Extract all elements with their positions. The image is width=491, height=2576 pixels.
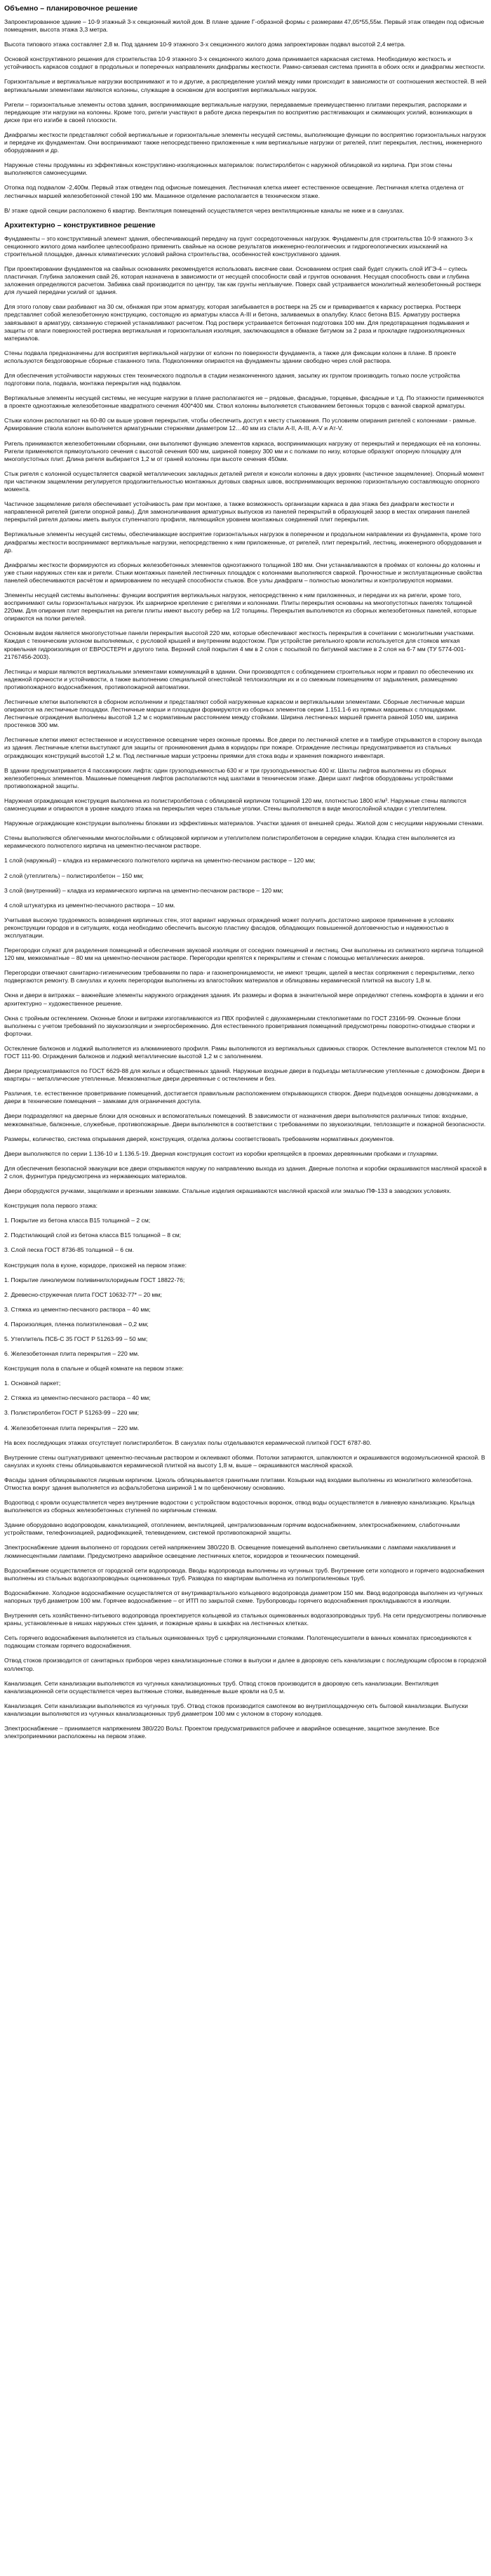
body-paragraph: Лестничные клетки имеют естественное и искусственное освещение через оконные проемы. Все двери по лестничной клетке и в тамбуре открываются в сторону выхода из здания. Лестничные клетки выступают для защиты от проникновения дыма в коридоры при пожаре. Ограждение лестницы предусматривается из стальных ограждающих конструкций высотой 1,2 м. Под лестничные марши устроены приямки для стока воды и хранения пожарного инвентаря. [4, 736, 482, 759]
body-paragraph: Наружные стены продуманы из эффективных конструктивно-изоляционных материалов: полистиролбетон с наружной облицовкой из кирпича. При этом стены выполняются самонесущими. [4, 161, 452, 177]
body-paragraph: Двери выполняются по серии 1.136-10 и 1.136.5-19. Дверная конструкция состоит из коробки крепящейся в проемах деревянными пробками и глухарями. [4, 1149, 438, 1157]
body-paragraph: Ригели – горизонтальные элементы остова здания, воспринимающие вертикальные нагрузки, передаваемые преимущественно плитами перекрытия, распорками и передающие эти нагрузки на колонны. Кроме того, ригели участвуют в работе диска перекрытия по восприятию растягивающих и сжимающих усилий, возникающих в диске при его изгибе в своей плоскости. [4, 100, 473, 124]
body-paragraph: Размеры, количество, система открывания дверей, конструкция, отделка должны соответствовать требованиям нормативных документов. [4, 1135, 395, 1142]
body-paragraph: Внутренние стены оштукатуривают цементно-песчаным раствором и оклеивают обоями. Потолки затираются, шпаклюются и окрашиваются водоэмульсионной краской. В санузлах и кухнях стены облицовываются керамической плиткой на высоту 1,8 м, выше – окрашиваются масляной краской. [4, 1453, 485, 1469]
body-paragraph: Конструкция пола в кухне, коридоре, прихожей на первом этаже: [4, 1261, 187, 1269]
body-paragraph: 1. Основной паркет; [4, 1380, 61, 1387]
body-paragraph: 1 слой (наружный) – кладка из керамического полнотелого кирпича на цементно-песчаном растворе – 120 мм; [4, 857, 316, 865]
body-paragraph: В/ этаже одной секции расположено 6 квартир. Вентиляция помещений осуществляется через вентиляционные каналы не ниже и в санузлах. [4, 206, 405, 214]
body-paragraph: Стены подвала предназначены для восприятия вертикальной нагрузки от колонн по поверхности фундамента, а также для фиксации колонн в плане. В проекте используются бездоговорные сборные стаканного типа. Подколонники опираются на фундаменты здании свободно через слой раствора. [4, 349, 457, 364]
body-paragraph: Основным видом является многопустотные панели перекрытия высотой 220 мм, которые обеспечивают жесткость перекрытия в сочетании с монолитными участками. Каждая с техническим уклоном выполняемых, с русловой крышей и внутренним водостоком. При устройстве ригельного кровли используется для стояков мягкая кровельная гидроизоляция от ЕВРОСТЕРН и другого типа. Верхний слой покрытия 4 мм в 2 слоя с посыпкой по битумной мастике в 2 слоя на 6-7 мм (ТУ 5774-001-21767456-2003). [4, 629, 475, 660]
body-paragraph: 2. Стяжка из цементно-песчаного раствора – 40 мм; [4, 1394, 151, 1402]
body-paragraph: Ригель принимаются железобетонными сборными, они выполняют функцию элементов каркаса, воспринимающих нагрузку от перекрытий и передающих её на колонны. Ригели применяются прямоугольного сечения с высотой сечения 600 мм, шириной поверху 300 мм и с полками по низу, которые образуют опорную площадку для многопустотных плит. Длина ригеля выбирается 1,2 м от граней колонны при высоте сечения 450мм. [4, 439, 481, 462]
body-paragraph: Элементы несущей системы выполнены: функции восприятия вертикальных нагрузок, непосредственно к ним приложенных, и передачи их на ригели, кроме того, воспринимают силы горизонтальных нагрузок. Их шарнирное крепление с ригелями и колоннами. Плиты перекрытия основаны на многопустотных панелях толщиной 220мм. Для опирания плит перекрытия на ригели плиты имеют высоту ребер на 1/2 толщины. Перекрытия выполняются из сборных железобетонных панелей, которые опираются на полки ригелей. [4, 591, 477, 622]
body-paragraph: 2. Древесно-стружечная плита ГОСТ 10632-77* – 20 мм; [4, 1290, 162, 1298]
document-section [4, 4, 487, 215]
body-paragraph: Остекление балконов и лоджий выполняется из алюминиевого профиля. Рамы выполняются из вертикальных сдвижных створок. Остекление выполняется стеклом М1 по ГОСТ 111-90. Ограждения балконов и лоджий металлические высотой 1,2 м с заполнением. [4, 1044, 485, 1060]
body-paragraph: Здание оборудовано водопроводом, канализацией, отоплением, вентиляцией, централизованным горячим водоснабжением, электроснабжением, слаботочными устройствами, телефонизацией, радиофикацией, телевидением, системой противопожарной защиты. [4, 1521, 460, 1537]
body-paragraph: На всех последующих этажах отсутствует полистиролбетон. В санузлах полы отделываются керамической плиткой ГОСТ 6787-80. [4, 1439, 372, 1446]
body-paragraph: Для обеспечения безопасной эвакуации все двери открываются наружу по направлению выхода из здания. Дверные полотна и коробки окрашиваются масляной краской в 2 слоя, фурнитура предусмотрена из нержавеющих материалов. [4, 1164, 487, 1180]
body-paragraph: Высота типового этажа составляет 2,8 м. Под зданием 10-9 этажного 3-х секционного жилого дома запроектирован подвал высотой 2,4 метра. [4, 41, 406, 48]
body-paragraph: Двери предусматриваются по ГОСТ 6629-88 для жилых и общественных зданий. Наружные входные двери в подъезды металлические утепленные с домофоном. Двери в квартиры – металлические утепленные. Межкомнатные двери деревянные с остеклением и без. [4, 1067, 485, 1083]
body-paragraph: Стыки колонн располагают на 60-80 см выше уровня перекрытия, чтобы обеспечить доступ к месту стыкования. По условиям опирания ригелей с колоннами - рамные. Армирование ствола колонн выполняется арматурными стержнями диаметром 12…40 мм из стали А-II, А-III, А-V и Ат-V. [4, 417, 477, 432]
body-paragraph: Запроектированное здание – 10-9 этажный 3-х секционный жилой дом. В плане здание Г-образной формы с размерами 47,05*55,55м. Первый этаж отведен под офисные помещения, высота этажа 3,3 метра. [4, 18, 485, 34]
body-paragraph: Электроснабжение – принимается напряжением 380/220 Вольт. Проектом предусматриваются рабочее и аварийное освещение, защитное зануление. Все электроприемники расположены на первом этаже. [4, 1724, 440, 1740]
body-paragraph: 4 слой штукатурка из цементно-песчаного раствора – 10 мм. [4, 901, 175, 909]
body-paragraph: Для этого голову сваи разбивают на 30 см, обнажая при этом арматуру, которая загибывается в ростверк на 25 см и приваривается к каркасу ростверка. Ростверк представляет собой железобетонную конструкцию, состоящую из арматуры класса А-III и бетона, заливаемых в опалубку. Класс бетона В15. Арматуру ростверка завязывают в арматуру, связанную стержней устанавливают расчетом. Под ростверк устраивается бетонная подготовка 100 мм. Для предотвращения подмывания и защиты от влаги поверхностей ростверка вертикальная и горизонтальная изоляция, заключающаяся в обмазке битумом за 2 раза и прокладке гидроизоляционных материалов. [4, 303, 469, 342]
body-paragraph: 2. Подстилающий слой из бетона класса В15 толщиной – 8 см; [4, 1232, 182, 1239]
body-paragraph: Перегородки отвечают санитарно-гигиеническим требованиям по пара- и газонепроницаемости, не имеют трещин, щелей в местах сопряжения с перекрытиями, легко подвергаются ремонту. В санузлах и кухнях перегородки выполнены из влагостойких материалов и облицованы керамической плиткой на высоту 1,8 м. [4, 969, 475, 985]
body-paragraph: Отвод стоков производится от санитарных приборов через канализационные стояки в выпуски и далее в дворовую сеть канализации с последующим сбросом в городской коллектор. [4, 1657, 487, 1672]
body-paragraph: Окна с тройным остеклением. Оконные блоки и витражи изготавливаются из ПВХ профилей с двухкамерными стеклопакетами по ГОСТ 23166-99. Оконные блоки выполнены с учетом требований по звукоизоляции и энергосбережению. Для естественного проветривания помещений предусмотрены поворотно-откидные створки и форточки. [4, 1014, 475, 1037]
body-paragraph: Основой конструктивного решения для строительства 10-9 этажного 3-х секционного жилого дома принимается каркасная система. Необходимую жесткость и устойчивость каркасов создают в продольных и поперечных направлениях диафрагмы жесткости. Рамно-связевая система принята в обоих осях и диафрагмы жесткости. [4, 55, 485, 71]
section-heading: Объемно – планировочное решение [4, 4, 138, 13]
body-paragraph: Конструкция пола в спальне и общей комнате на первом этаже: [4, 1365, 184, 1373]
section-heading: Архитектурно – конструктивное решение [4, 220, 156, 229]
body-paragraph: Канализация. Сети канализации выполняются из чугунных труб. Отвод стоков производится самотеком во внутриплощадочную сеть бытовой канализации. Выпуски канализации выполняются из чугунных канализационных труб диаметром 100 мм с уклоном в сторону колодцев. [4, 1702, 469, 1717]
body-paragraph: Окна и двери в витражах – важнейшие элементы наружного ограждения здания. Их размеры и форма в значительной мере определяют степень комфорта в здании и его архитектурно – художественное решение. [4, 992, 484, 1007]
body-paragraph: 3. Полистиролбетон ГОСТ Р 51263-99 – 220 мм; [4, 1409, 139, 1417]
body-paragraph: В здании предусматривается 4 пассажирских лифта: один грузоподъемностью 630 кг и три грузоподъемностью 400 кг. Шахты лифтов выполнены из сборных железобетонных элементов. Машинные помещения лифтов располагаются над шахтами в техническом этаже. Двери шахт лифтов оборудованы устройствами противопожарной защиты. [4, 766, 453, 789]
body-paragraph: Лестницы и марши являются вертикальными элементами коммуникаций в здании. Они производятся с соблюдением строительных норм и правил по обеспечению их надежной прочности и устойчивости, а также выполнению специальной огнестойкой теплоизоляции их и со смежным помещениям от задымления, размещению противопожарного водоснабжения, противопожарной автоматики. [4, 667, 473, 690]
body-paragraph: Учитывая высокую трудоемкость возведения кирпичных стен, этот вариант наружных ограждений может получить достаточно широкое применение в условиях реконструкции городов и в ситуациях, когда необходимо обеспечить высокую пластику фасадов, обладающих повышенной долговечностью и надежностью в эксплуатации. [4, 916, 455, 939]
body-paragraph: Наружная ограждающая конструкция выполнена из полистиролбетона с облицовкой кирпичом толщиной 120 мм, плотностью 1800 кг/м³. Наружные стены являются самонесущими и опираются в уровне каждого этажа на перекрытия через стальные уголки. Стены выполняются в виде многослойной кладки с утеплителем. [4, 796, 466, 813]
body-paragraph: Стены выполняются облегченными многослойными с облицовкой кирпичом и утеплителем полистиролбетоном в середине кладки. Кладка стен выполняется из керамического полнотелого кирпича на цементно-песчаном растворе. [4, 834, 455, 850]
body-paragraph: Диафрагмы жесткости представляют собой вертикальные и горизонтальные элементы несущей системы, выполняющие функции по восприятию горизонтальных нагрузок и передаче их фундаментам. Они воспринимают также непосредственно приложенные к ним вертикальные нагрузки от ригелей, плит перекрытия, лестниц, инженерного оборудования и др. [4, 131, 486, 154]
body-paragraph: 2 слой (утеплитель) – полистиролбетон – 150 мм; [4, 872, 144, 879]
document-section [4, 221, 487, 1740]
body-paragraph: Электроснабжение здания выполнено от городских сетей напряжением 380/220 В. Освещение помещений выполнено светильниками с лампами накаливания и люминесцентными лампами. Предусмотрено аварийное освещение лестничных клеток, коридоров и технических помещений. [4, 1544, 456, 1559]
body-paragraph: 4. Железобетонная плита перекрытия – 220 мм. [4, 1424, 140, 1432]
body-paragraph: 3. Стяжка из цементно-песчаного раствора – 40 мм; [4, 1305, 151, 1313]
body-paragraph: Конструкция пола первого этажа: [4, 1202, 97, 1210]
body-paragraph: Различия, т.е. естественное проветривание помещений, достигается правильным расположением открывающихся створок. Двери подъездов оснащены доводчиками, а двери в технические помещения – замками для ограничения доступа. [4, 1090, 478, 1105]
body-paragraph: Для обеспечения устойчивости наружных стен технического подполья в стадии незаконченного здания, засыпку их грунтом производить только после устройства подготовки пола, подвала, монтажа перекрытия над подвалом. [4, 372, 460, 387]
body-paragraph: При проектировании фундаментов на свайных основаниях рекомендуется использовать висячие сваи. Основанием острия свай будет служить слой ИГЭ-4 – супесь пластичная. Глубина заложения свай 26, которая назначена в зависимости от несущей способности свай и грунтов основания. Несущая способность сваи и глубина заложения определяются расчетом. Забивка свай производится по центру, так как грунты неплывучие. Поверх свай устраивается монолитный железобетонный ростверк для лучшей передачи усилий от здания. [4, 265, 481, 296]
body-paragraph: Фасады здания облицовываются лицевым кирпичом. Цоколь облицовывается гранитными плитами. Козырьки над входами выполнены из монолитного железобетона. Отмостка вокруг здания выполняется из асфальтобетона шириной 1 м по щебеночному основанию. [4, 1476, 473, 1491]
body-paragraph: Водоотвод с кровли осуществляется через внутренние водостоки с устройством водосточных воронок, отвод воды осуществляется в ливневую канализацию. Крыльца выполняются из сборных железобетонных ступеней по кирпичным стенкам. [4, 1499, 475, 1514]
body-paragraph: 6. Железобетонная плита перекрытия – 220 мм. [4, 1350, 140, 1358]
body-paragraph: Вертикальные элементы несущей системы, не несущие нагрузки в плане располагаются не – рядовые, фасадные, торцевые, фасадные и т.д. По этажности применяются в проекте одноэтажные железобетонные квадратного сечения 400*400 мм. Ствол колонны выполняется стыкованием бетонных торцов с ванной сваркой арматуры. [4, 394, 484, 410]
body-paragraph: Отопка под подвалом -2,400м. Первый этаж отведен под офисные помещения. Лестничная клетка имеет естественное освещение. Лестничная клетка отделена от лестничных маршей железобетонной стеной 190 мм. Машинное отделение располагается в техническом этаже. [4, 184, 464, 199]
body-paragraph: Внутренняя сеть хозяйственно-питьевого водопровода проектируется кольцевой из стальных оцинкованных водогазопроводных труб. На сети предусмотрены поливочные краны, установленные в нишах наружных стен здания, и пожарные краны в шкафах на лестничных клетках. [4, 1612, 487, 1627]
body-paragraph: 3 слой (внутренний) – кладка из керамического кирпича на цементно-песчаном растворе – 120 мм; [4, 886, 283, 894]
body-paragraph: Водоснабжение осуществляется от городской сети водопровода. Вводы водопровода выполнены из чугунных труб. Внутренние сети холодного и горячего водоснабжения выполнены из стальных водогазопроводных оцинкованных труб. Разводка по квартирам выполнена из полипропиленовых труб. [4, 1566, 485, 1582]
body-paragraph: Частичное защемление ригеля обеспечивает устойчивость рам при монтаже, а также возможность организации каркаса в два этажа без диафрагм жесткости и направленной ригелей (ригели опорной рамы). Для замоноличивания арматурных выпусков из панелей перекрытий в образующей зазор в местах опирания панелей перекрытий ригеля должны иметь выпуск ступенчатого профиля, являющийся уровнем монтажных соединений плит перекрытия. [4, 500, 470, 523]
body-paragraph: Двери подразделяют на дверные блоки для основных и вспомогательных помещений. В зависимости от назначения двери выполняются различных типов: входные, межкомнатные, балконные, служебные, противопожарные. Двери выполняются в соответствии с требованиями по звукоизоляции, теплозащите и пожарной безопасности. [4, 1112, 486, 1128]
body-paragraph: 5. Утеплитель ПСБ-С 35 ГОСТ Р 51263-99 – 50 мм; [4, 1335, 148, 1342]
body-paragraph: Диафрагмы жесткости формируются из сборных железобетонных элементов одноэтажного толщиной 180 мм. Они устанавливаются в проёмах от колонны до колонны и уже стыки наружных стен как и ригели. Стыки монтажных панелей лестничных площадок с колоннами выполняются сваркой. Прочностные и эксплуатационные свойства панелей обеспечиваются расчётом и армированием по несущей способности стыков. Все узлы диафрагм – полностью монолитны и контролируются нормами. [4, 561, 483, 584]
body-paragraph: Фундаменты – это конструктивный элемент здания, обеспечивающий передачу на грунт сосредоточенных нагрузок. Фундаменты для строительства 10-9 этажного 3-х секционного жилого дома наиболее целесообразно применить свайные на основе результатов инженерно-геологических и гидрогеологических изысканий на строительной площадке, данных климатических условий района строительства, особенностей конструктивного здания. [4, 234, 473, 258]
body-paragraph: Наружные ограждающие конструкции выполнены блоками из эффективных материалов. Участки здания от внешней среды. Жилой дом с несущими наружными стенами. [4, 820, 484, 827]
body-paragraph: Сеть горячего водоснабжения выполняется из стальных оцинкованных труб с циркуляционными стояками. Полотенцесушители в ванных комнатах присоединяются к подающим стоякам горячего водоснабжения. [4, 1634, 471, 1650]
body-paragraph: 3. Слой песка ГОСТ 8736-85 толщиной – 6 см. [4, 1246, 134, 1254]
body-paragraph: Перегородки служат для разделения помещений и обеспечения звуковой изоляции от соседних помещений и лестниц. Они выполнены из силикатного кирпича толщиной 120 мм, межкомнатные – 80 мм на цементно-песчаном растворе. Перегородки крепятся к перекрытиям и стенам с помощью металлических анкеров. [4, 947, 484, 962]
body-paragraph: 4. Пароизоляция, пленка полиэтиленовая – 0,2 мм; [4, 1320, 149, 1328]
body-paragraph: 1. Покрытие линолеумом поливинилхлоридным ГОСТ 18822-76; [4, 1276, 185, 1283]
body-paragraph: 1. Покрытие из бетона класса В15 толщиной – 2 см; [4, 1217, 151, 1224]
body-paragraph: Двери оборудуются ручками, защелками и врезными замками. Стальные изделия окрашиваются масляной краской или эмалью ПФ-133 в заводских условиях. [4, 1187, 452, 1195]
body-paragraph: Водоснабжение. Холодное водоснабжение осуществляется от внутриквартального кольцевого водопровода диаметром 150 мм. Ввод водопровода выполнен из чугунных напорных труб диаметром 100 мм. Горячее водоснабжение – от ИТП по закрытой схеме. Трубопроводы горячего водоснабжения прокладываются в изоляции. [4, 1589, 483, 1604]
body-paragraph: Стык ригеля с колонной осуществляется сваркой металлических закладных деталей ригеля и консоли колонны в двух уровнях (частичное защемление). Опорный момент при частичном защемлении регулируется продолжительностью монтажных дуговых сварных швов, воспринимающих верхнюю горизонтальную составляющую опорного момента. [4, 469, 485, 493]
body-paragraph: Лестничные клетки выполняются в сборном исполнении и представляют собой нагруженные каркасом и вертикальными элементами. Сборные лестничные марши опираются на лестничные площадки. Лестничные марши и площадки формируются из сборных элементов серии 1.151.1-6 из прямых маршевых с площадками. Лестничные ограждения выполнены высотой 1,2 м с нормативным расстоянием между стойками. Ширина лестничных маршей принята равной 1050 мм, ширина простенков 300 мм. [4, 698, 465, 729]
body-paragraph: Канализация. Сети канализации выполняются из чугунных канализационных труб. Отвод стоков производится в дворовую сеть канализации. Вентиляция канализационной сети осуществляется через вытяжные стояки, выведенные выше кровли на 0,5 м. [4, 1679, 438, 1695]
body-paragraph: Горизонтальные и вертикальные нагрузки воспринимают и то и другие, а распределение усилий между ними происходит в зависимости от соотношения жесткостей. В ней вертикальными элементами являются колонны, служащие в основном для восприятия вертикальных нагрузок. [4, 78, 487, 93]
body-paragraph: Вертикальные элементы несущей системы, обеспечивающие восприятие горизонтальных нагрузок в поперечном и продольном направлении из фундамента, кроме того диафрагмы жесткости воспринимают вертикальные нагрузки, непосредственно к ним приложенные, от ригелей, плит перекрытий, лестниц, инженерного оборудования и др. [4, 530, 482, 554]
